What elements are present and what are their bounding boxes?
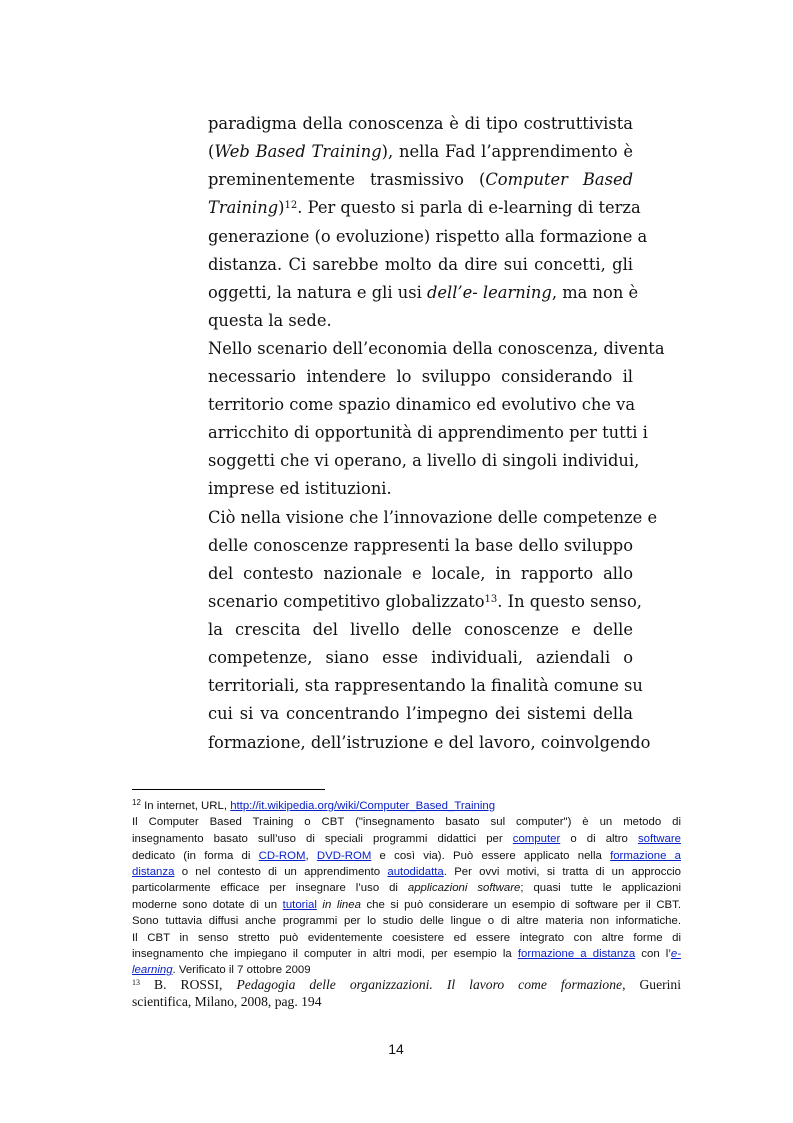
tutorial-link[interactable]: tutorial [282,899,317,911]
body-line: Nello scenario dell’economia della conoscenza, diventa [208,339,665,358]
body-line: preminentemente trasmissivo (Computer Based [208,170,634,189]
body-line: la crescita del livello delle conoscenze e delle [208,620,633,639]
footnote-line: dedicato (in forma di CD-ROM, DVD-ROM e così via). Può essere applicato nella formazione a [132,850,681,862]
body-line: delle conoscenze rappresenti la base dello sviluppo [208,536,633,555]
footnote-ref: 13 [484,594,498,605]
body-line: territoriali, sta rappresentando la finalità comune su [208,676,643,695]
footnote-line: insegnamento basato sull’uso di speciali programmi didattici per computer o di altro software [132,833,681,845]
footnote-line: learning. Verificato il 7 ottobre 2009 [132,964,311,976]
footnote-number: 13 [132,978,140,987]
e-learning-link[interactable]: learning [132,964,173,976]
formazione-distanza-link[interactable]: formazione a distanza [517,948,636,960]
distanza-link[interactable]: distanza [132,866,175,878]
body-line: oggetti, la natura e gli usi dell’e- learning, ma non è [208,283,639,302]
dvd-rom-link[interactable]: DVD-ROM [316,850,372,862]
footnote-line: distanza o nel contesto di un apprendimento autodidatta. Per ovvi motivi, si tratta di un approccio [132,866,682,878]
page-number: 14 [388,1041,404,1057]
footnote-line: $^{13}$ B. ROSSI, Pedagogia delle organizzazioni. Il lavoro come formazione, Guerini [132,977,682,992]
footnote-line: Sono tuttavia diffusi anche programmi per lo studio delle lingue o di altre materia non informatiche. [132,915,681,927]
body-line: paradigma della conoscenza è di tipo costruttivista [208,114,633,133]
body-line: del contesto nazionale e locale, in rapporto allo [208,564,633,583]
computer-link[interactable]: computer [512,833,561,845]
footnote-ref: 12 [284,200,298,211]
body-line: Training)$^{12}$. Per questo si parla di e-learning di terza [208,198,641,217]
footnote-number: 12 [132,798,141,807]
body-line: formazione, dell’istruzione e del lavoro, coinvolgendo [208,733,651,752]
software-link[interactable]: software [637,833,681,845]
footnote-line: insegnamento che impiegano il computer in altri modi, per esempio la formazione a distanza con l’e- [132,948,681,960]
body-line: cui si va concentrando l’impegno dei sistemi della [208,704,633,723]
body-line: necessario intendere lo sviluppo considerando il [208,367,633,386]
wikipedia-cbt-link[interactable]: http://it.wikipedia.org/wiki/Computer_Based_Training [230,800,496,812]
body-line: distanza. Ci sarebbe molto da dire sui concetti, gli [208,255,633,274]
footnote-line: particolarmente efficace per insegnare l’uso di applicazioni software; quasi tutte le applicazioni [132,882,682,894]
footnote-line: scientifica, Milano, 2008, pag. 194 [132,994,322,1009]
body-line: soggetti che vi operano, a livello di singoli individui, [208,451,640,470]
body-line: arricchito di opportunità di apprendimento per tutti i [208,423,648,442]
body-line: (Web Based Training), nella Fad l’apprendimento è [208,142,633,161]
cd-rom-link[interactable]: CD-ROM [258,850,306,862]
footnote-line: moderne sono dotate di un tutorial in linea che si può considerare un esempio di software per il CBT. [132,899,681,911]
autodidatta-link[interactable]: autodidatta [387,866,444,878]
body-line: scenario competitivo globalizzato$^{13}$. In questo senso, [208,592,642,611]
footnote-line: Il CBT in senso stretto può evidentemente coesistere ed essere integrato con altre forme di [132,932,681,944]
body-line: generazione (o evoluzione) rispetto alla formazione a [208,227,648,246]
body-line: questa la sede. [208,311,332,330]
footnote-line: Il Computer Based Training o CBT ("insegnamento basato sul computer") è un metodo di [132,816,681,828]
footnote-separator [132,789,325,790]
body-line: territorio come spazio dinamico ed evolutivo che va [208,395,636,414]
e-learning-link[interactable]: e- [670,948,681,960]
formazione-a-distanza-link[interactable]: formazione a [610,850,681,862]
footnote-line: $^{12}$ In internet, URL, http://it.wikipedia.org/wiki/Computer_Based_Training [132,798,496,812]
body-line: Ciò nella visione che l’innovazione delle competenze e [208,508,658,527]
body-line: competenze, siano esse individuali, aziendali o [208,648,633,667]
body-line: imprese ed istituzioni. [208,479,392,498]
